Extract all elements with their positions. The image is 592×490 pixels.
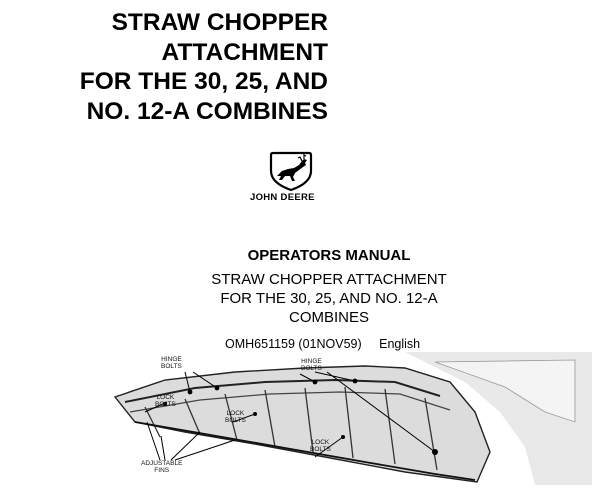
cover-title-line: FOR THE 30, 25, AND (79, 68, 328, 95)
manual-subtitle (170, 270, 488, 327)
manual-subtitle-line: COMBINES (288, 309, 369, 326)
callout-text: BOLTS (301, 365, 322, 372)
leaping-deer-icon (269, 150, 313, 192)
cover-title-line: STRAW CHOPPER (111, 9, 328, 36)
callout-lock-bolts-left (155, 394, 176, 408)
callout-hinge-bolts-right (301, 358, 322, 372)
document-language: English (379, 337, 421, 351)
callout-text: BOLTS (310, 446, 331, 453)
callout-text: LOCK (156, 394, 175, 401)
cover-title (80, 8, 328, 126)
brand-wordmark: JOHN DEERE (250, 192, 315, 203)
callout-text: FINS (154, 467, 170, 474)
callout-lock-bolts-right (310, 439, 331, 453)
manual-heading: OPERATORS MANUAL (247, 247, 411, 264)
document-info (225, 337, 420, 351)
john-deere-logo (255, 150, 331, 192)
callout-text: ADJUSTABLE (141, 460, 183, 467)
callout-hinge-bolts-left (161, 356, 182, 370)
callout-lock-bolts-mid (225, 410, 246, 424)
callout-text: BOLTS (161, 363, 182, 370)
document-number: OMH651159 (01NOV59) (225, 337, 362, 351)
callout-text: HINGE (161, 356, 182, 363)
manual-subtitle-line: STRAW CHOPPER ATTACHMENT (211, 271, 447, 288)
callout-text: BOLTS (225, 417, 246, 424)
cover-title-line: ATTACHMENT (161, 38, 328, 66)
straw-chopper-illustration (105, 352, 592, 485)
callout-text: LOCK (226, 410, 245, 417)
cover-title-line: NO. 12-A COMBINES (86, 97, 328, 125)
callout-text: LOCK (311, 439, 330, 446)
callout-text: BOLTS (155, 401, 176, 408)
manual-subtitle-line: FOR THE 30, 25, AND NO. 12-A (220, 290, 438, 307)
callout-text: HINGE (301, 358, 322, 365)
callout-adjustable-fins (141, 460, 182, 474)
